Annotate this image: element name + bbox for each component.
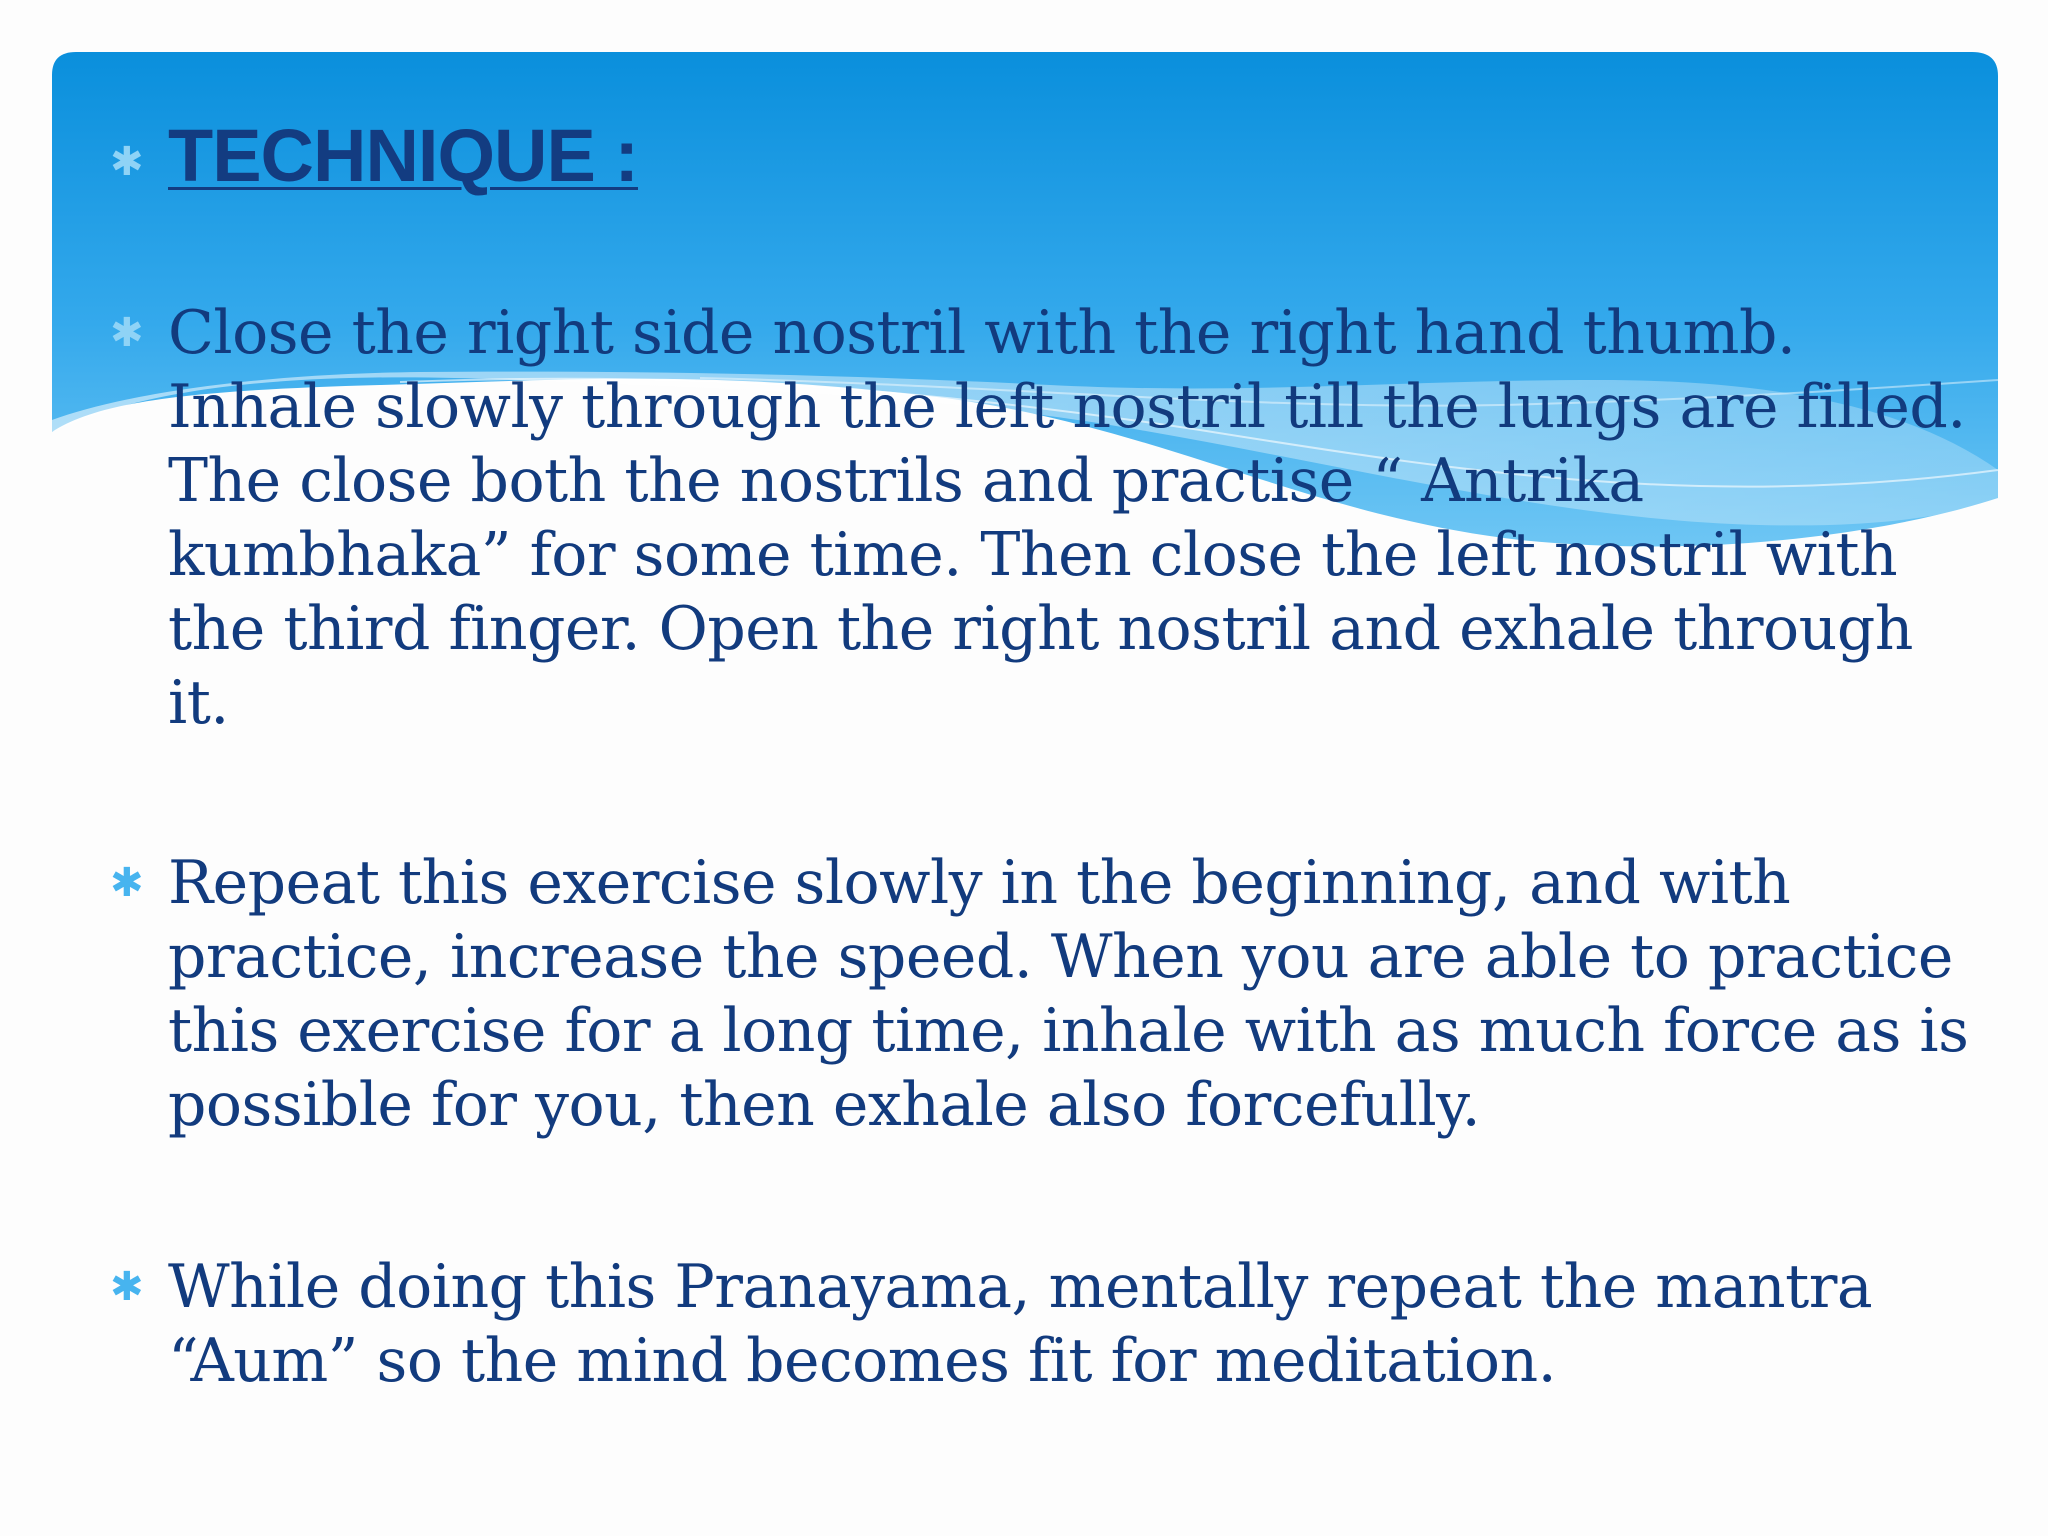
- slide-title: [110, 108, 1990, 204]
- bullet-asterisk-icon: ✱: [110, 139, 143, 185]
- bullet-text: Repeat this exercise slowly in the beginning, and with practice, increase the speed. When you are able to practice this exercise for a long time, inhale with as much force as is possible for you, then exhale also forcefully.: [168, 848, 1969, 1140]
- bullet-asterisk-icon: ✱: [110, 310, 144, 356]
- bullet-text: While doing this Pranayama, mentally repeat the mantra “Aum” so the mind becomes fit for meditation.: [168, 1252, 1873, 1396]
- bullet-asterisk-icon: ✱: [110, 1264, 144, 1310]
- bullet-item-3: [110, 1250, 1990, 1398]
- bullet-asterisk-icon: ✱: [110, 860, 144, 906]
- bullet-item-1: [110, 296, 1990, 740]
- title-text: TECHNIQUE :: [168, 114, 638, 197]
- bullet-item-2: [110, 846, 1990, 1142]
- bullet-text: Close the right side nostril with the right hand thumb. Inhale slowly through the left nostril till the lungs are filled. The close both the nostrils and practise “ Antrika kumbhaka” for some time. Then close the left nostril with the third finger. Open the right nostril and exhale through it.: [168, 298, 1966, 738]
- slide-content: [110, 108, 1990, 1398]
